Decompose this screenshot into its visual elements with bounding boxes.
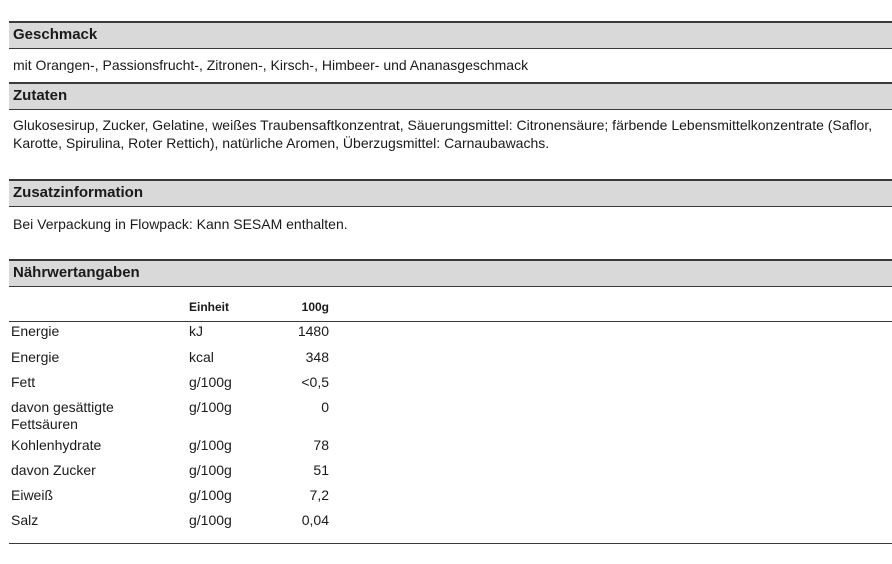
nutrient-name: davon Zucker xyxy=(11,462,96,478)
nutrient-unit: g/100g xyxy=(189,512,232,528)
nutrition-bottom-divider xyxy=(9,543,892,544)
nutrient-name: Salz xyxy=(11,512,39,528)
nutrient-value: 78 xyxy=(313,437,329,453)
nutrient-name: davon gesättigte Fettsäuren xyxy=(11,399,114,432)
additional-text: Bei Verpackung in Flowpack: Kann SESAM enthalten. xyxy=(13,216,348,232)
nutrient-value: 0,04 xyxy=(301,512,329,528)
nutrient-unit: g/100g xyxy=(189,374,232,390)
nutrient-unit: g/100g xyxy=(189,399,232,415)
nutrient-unit: g/100g xyxy=(189,462,232,478)
nutrient-value: 7,2 xyxy=(309,487,329,503)
nutrient-unit: g/100g xyxy=(189,437,232,453)
nutrient-name: Fett xyxy=(11,374,36,390)
nutrient-unit: g/100g xyxy=(189,487,232,503)
nutrient-value: 1480 xyxy=(297,323,329,339)
flavor-heading: Geschmack xyxy=(9,21,892,49)
nutrient-value: 51 xyxy=(313,462,329,478)
additional-heading: Zusatzinformation xyxy=(9,179,892,207)
nutrition-col-unit: Einheit xyxy=(189,300,230,314)
flavor-text: mit Orangen-, Passionsfrucht-, Zitronen-, Kirsch-, Himbeer- und Ananasgeschmack xyxy=(13,57,529,73)
nutrition-heading: Nährwertangaben xyxy=(9,259,892,287)
nutrient-name: Eiweiß xyxy=(11,487,54,503)
nutrition-header-divider xyxy=(9,321,892,322)
nutrient-unit: kJ xyxy=(189,323,203,339)
nutrient-name: Energie xyxy=(11,349,60,365)
nutrient-value: 348 xyxy=(305,349,329,365)
ingredients-text: Glukosesirup, Zucker, Gelatine, weißes Traubensaftkonzentrat, Säuerungsmittel: Citronensäure; färbende Lebensmittelkonzentrate (Saflor, Karotte, Spirulina, Roter Rettich), natürliche Aromen, Überzugsmittel: Carnaubawachs. xyxy=(13,117,873,151)
nutrient-name: Energie xyxy=(11,323,60,339)
nutrient-value: <0,5 xyxy=(301,374,329,390)
nutrient-value: 0 xyxy=(321,399,329,415)
nutrition-col-value: 100g xyxy=(301,300,329,314)
nutrient-name: Kohlenhydrate xyxy=(11,437,102,453)
nutrient-unit: kcal xyxy=(189,349,214,365)
ingredients-heading: Zutaten xyxy=(9,82,892,110)
